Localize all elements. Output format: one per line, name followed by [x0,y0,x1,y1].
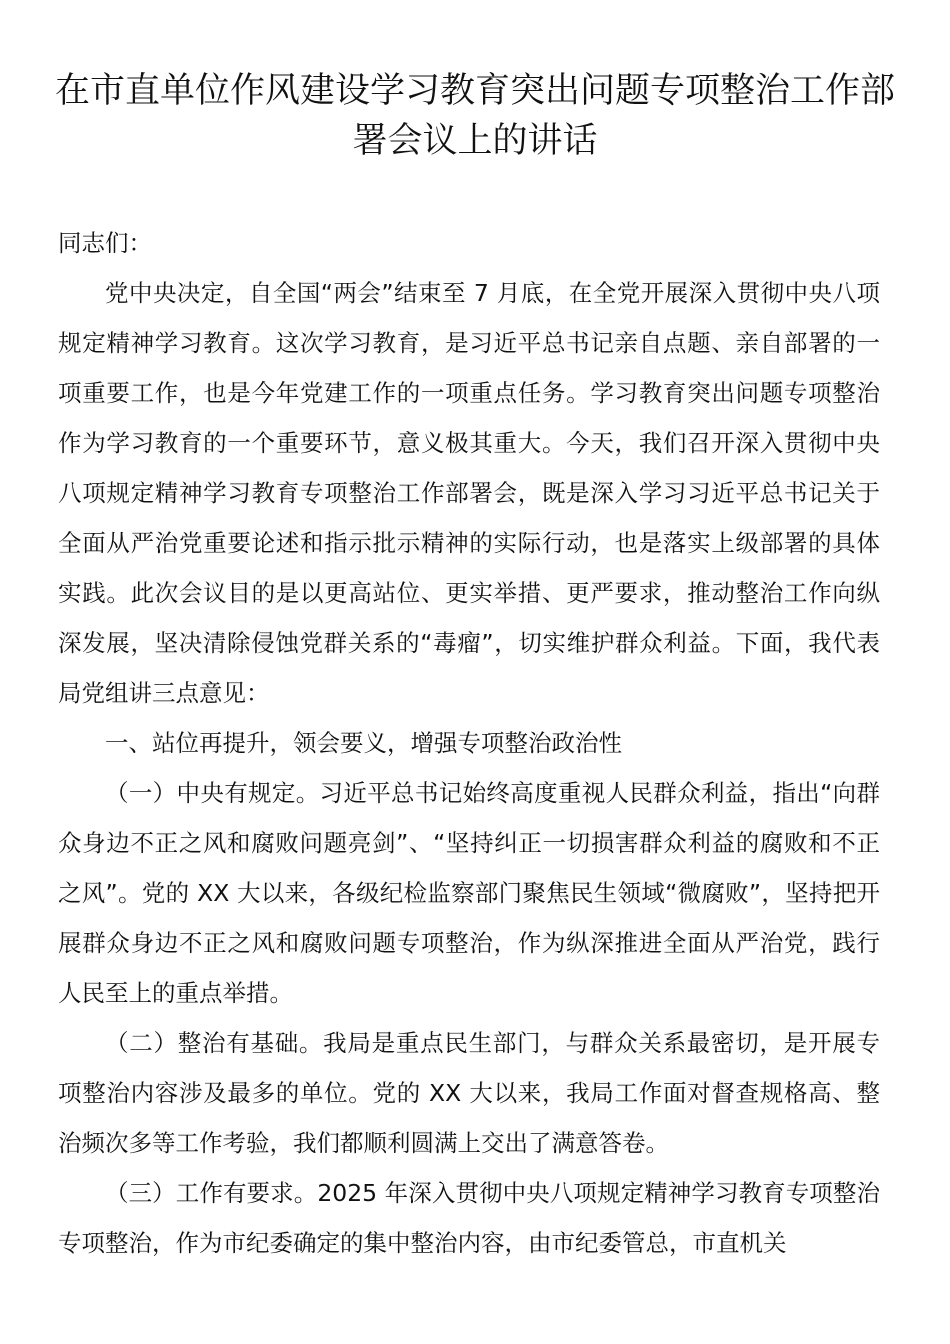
paragraph-1-1: （一）中央有规定。习近平总书记始终高度重视人民群众利益，指出“向群众身边不正之风和腐败问题亮剑”、“坚持纠正一切损害群众利益的腐败和不正之风”。党的 XX 大以来，各级纪检监察部门聚焦民生领域“微腐败”，坚持把开展群众身边不正之风和腐败问题专项整治，作为纵深推进全面从严治党，践行人民至上的重点举措。 [58,779,880,1007]
paragraph-1-2: （二）整治有基础。我局是重点民生部门，与群众关系最密切，是开展专项整治内容涉及最多的单位。党的 XX 大以来，我局工作面对督查规格高、整治频次多等工作考验，我们都顺利圆满上交出了满意答卷。 [58,1029,880,1157]
paragraph-intro: 党中央决定，自全国“两会”结束至 7 月底，在全党开展深入贯彻中央八项规定精神学习教育。这次学习教育，是习近平总书记亲自点题、亲自部署的一项重要工作，也是今年党建工作的一项重点任务。学习教育突出问题专项整治作为学习教育的一个重要环节，意义极其重大。今天，我们召开深入贯彻中央八项规定精神学习教育专项整治工作部署会，既是深入学习习近平总书记关于全面从严治党重要论述和指示批示精神的实际行动，也是落实上级部署的具体实践。此次会议目的是以更高站位、更实举措、更严要求，推动整治工作向纵深发展，坚决清除侵蚀党群关系的“毒瘤”，切实维护群众利益。下面，我代表局党组讲三点意见： [58,279,880,707]
document-title: 在市直单位作风建设学习教育突出问题专项整治工作部署会议上的讲话 [54,71,895,161]
document-body [58,218,880,1268]
section-heading-1: 一、站位再提升，领会要义，增强专项整治政治性 [105,729,622,757]
salutation: 同志们： [58,229,152,257]
paragraph-1-3: （三）工作有要求。2025 年深入贯彻中央八项规定精神学习教育专项整治专项整治，作为市纪委确定的集中整治内容，由市纪委管总，市直机关 [58,1179,880,1257]
